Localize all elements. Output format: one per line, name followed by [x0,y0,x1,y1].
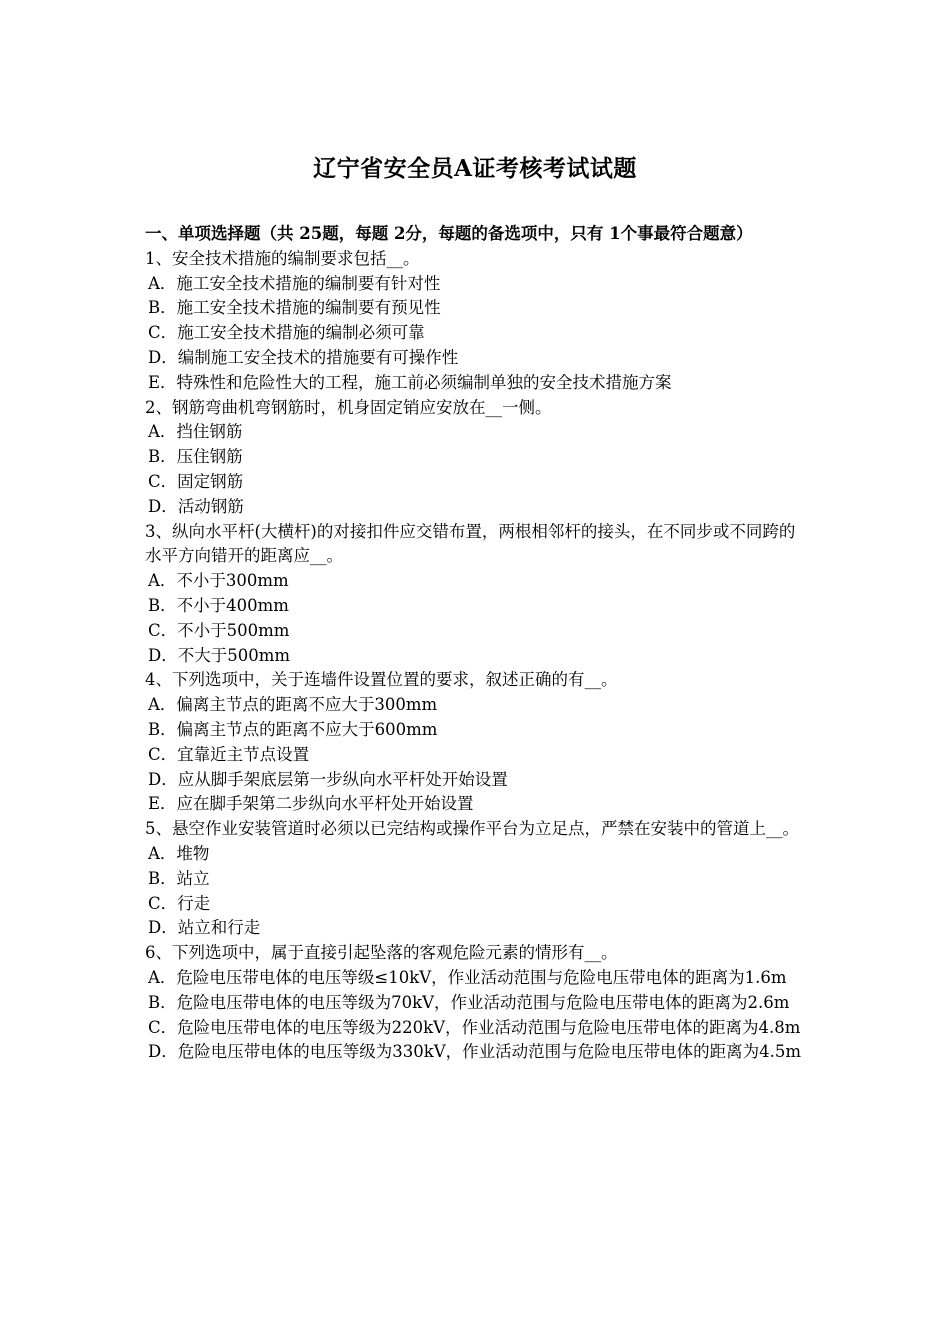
question-6 [145,941,807,1065]
option-c: C．行走 [148,893,211,913]
option-d: D．活动钢筋 [148,496,244,516]
question-5 [145,817,807,941]
option-a: A．危险电压带电体的电压等级≤10kV，作业活动范围与危险电压带电体的距离为1.6m [148,967,787,987]
question-4 [145,668,807,817]
question-stem: 2、钢筋弯曲机弯钢筋时，机身固定销应安放在__一侧。 [145,397,552,417]
option-d: D．不大于500mm [148,645,291,665]
option-d: D．应从脚手架底层第一步纵向水平杆处开始设置 [148,769,508,789]
question-stem: 3、纵向水平杆(大横杆)的对接扣件应交错布置，两根相邻杆的接头，在不同步或不同跨的水平方向错开的距离应__。 [145,521,796,566]
option-a: A．不小于300mm [148,571,289,591]
option-e: E．特殊性和危险性大的工程，施工前必须编制单独的安全技术措施方案 [148,372,672,392]
option-d: D．危险电压带电体的电压等级为330kV，作业活动范围与危险电压带电体的距离为4.5m [148,1042,802,1062]
section-heading: 一、单项选择题（共 25题，每题 2分，每题的备选项中，只有 1个事最符合题意） [145,224,753,243]
option-c: C．固定钢筋 [148,471,244,491]
option-c: C．施工安全技术措施的编制必须可靠 [148,323,425,343]
option-a: A．施工安全技术措施的编制要有针对性 [148,273,441,293]
option-d: D．编制施工安全技术的措施要有可操作性 [148,347,459,367]
option-a: A．挡住钢筋 [148,422,243,442]
question-3 [145,520,807,669]
option-b: B．站立 [148,868,210,888]
question-stem: 6、下列选项中，属于直接引起坠落的客观危险元素的情形有__。 [145,943,618,963]
question-stem: 4、下列选项中，关于连墙件设置位置的要求，叙述正确的有__。 [145,670,618,690]
option-b: B．压住钢筋 [148,447,243,467]
option-c: C．不小于500mm [148,620,290,640]
option-e: E．应在脚手架第二步纵向水平杆处开始设置 [148,794,474,814]
option-c: C．宜靠近主节点设置 [148,744,310,764]
question-1 [145,247,807,396]
option-b: B．不小于400mm [148,595,289,615]
option-a: A．堆物 [148,843,210,863]
option-d: D．站立和行走 [148,918,261,938]
option-b: B．偏离主节点的距离不应大于600mm [148,719,438,739]
option-b: B．施工安全技术措施的编制要有预见性 [148,298,441,318]
document-title: 辽宁省安全员A证考核考试试题 [313,155,637,182]
question-stem: 1、安全技术措施的编制要求包括__。 [145,248,420,268]
option-a: A．偏离主节点的距离不应大于300mm [148,695,438,715]
option-b: B．危险电压带电体的电压等级为70kV，作业活动范围与危险电压带电体的距离为2.6m [148,992,790,1012]
document-body [145,222,807,1065]
question-stem: 5、悬空作业安装管道时必须以已完结构或操作平台为立足点，严禁在安装中的管道上__。 [145,819,799,839]
question-2 [145,396,807,520]
option-c: C．危险电压带电体的电压等级为220kV，作业活动范围与危险电压带电体的距离为4.8m [148,1017,801,1037]
